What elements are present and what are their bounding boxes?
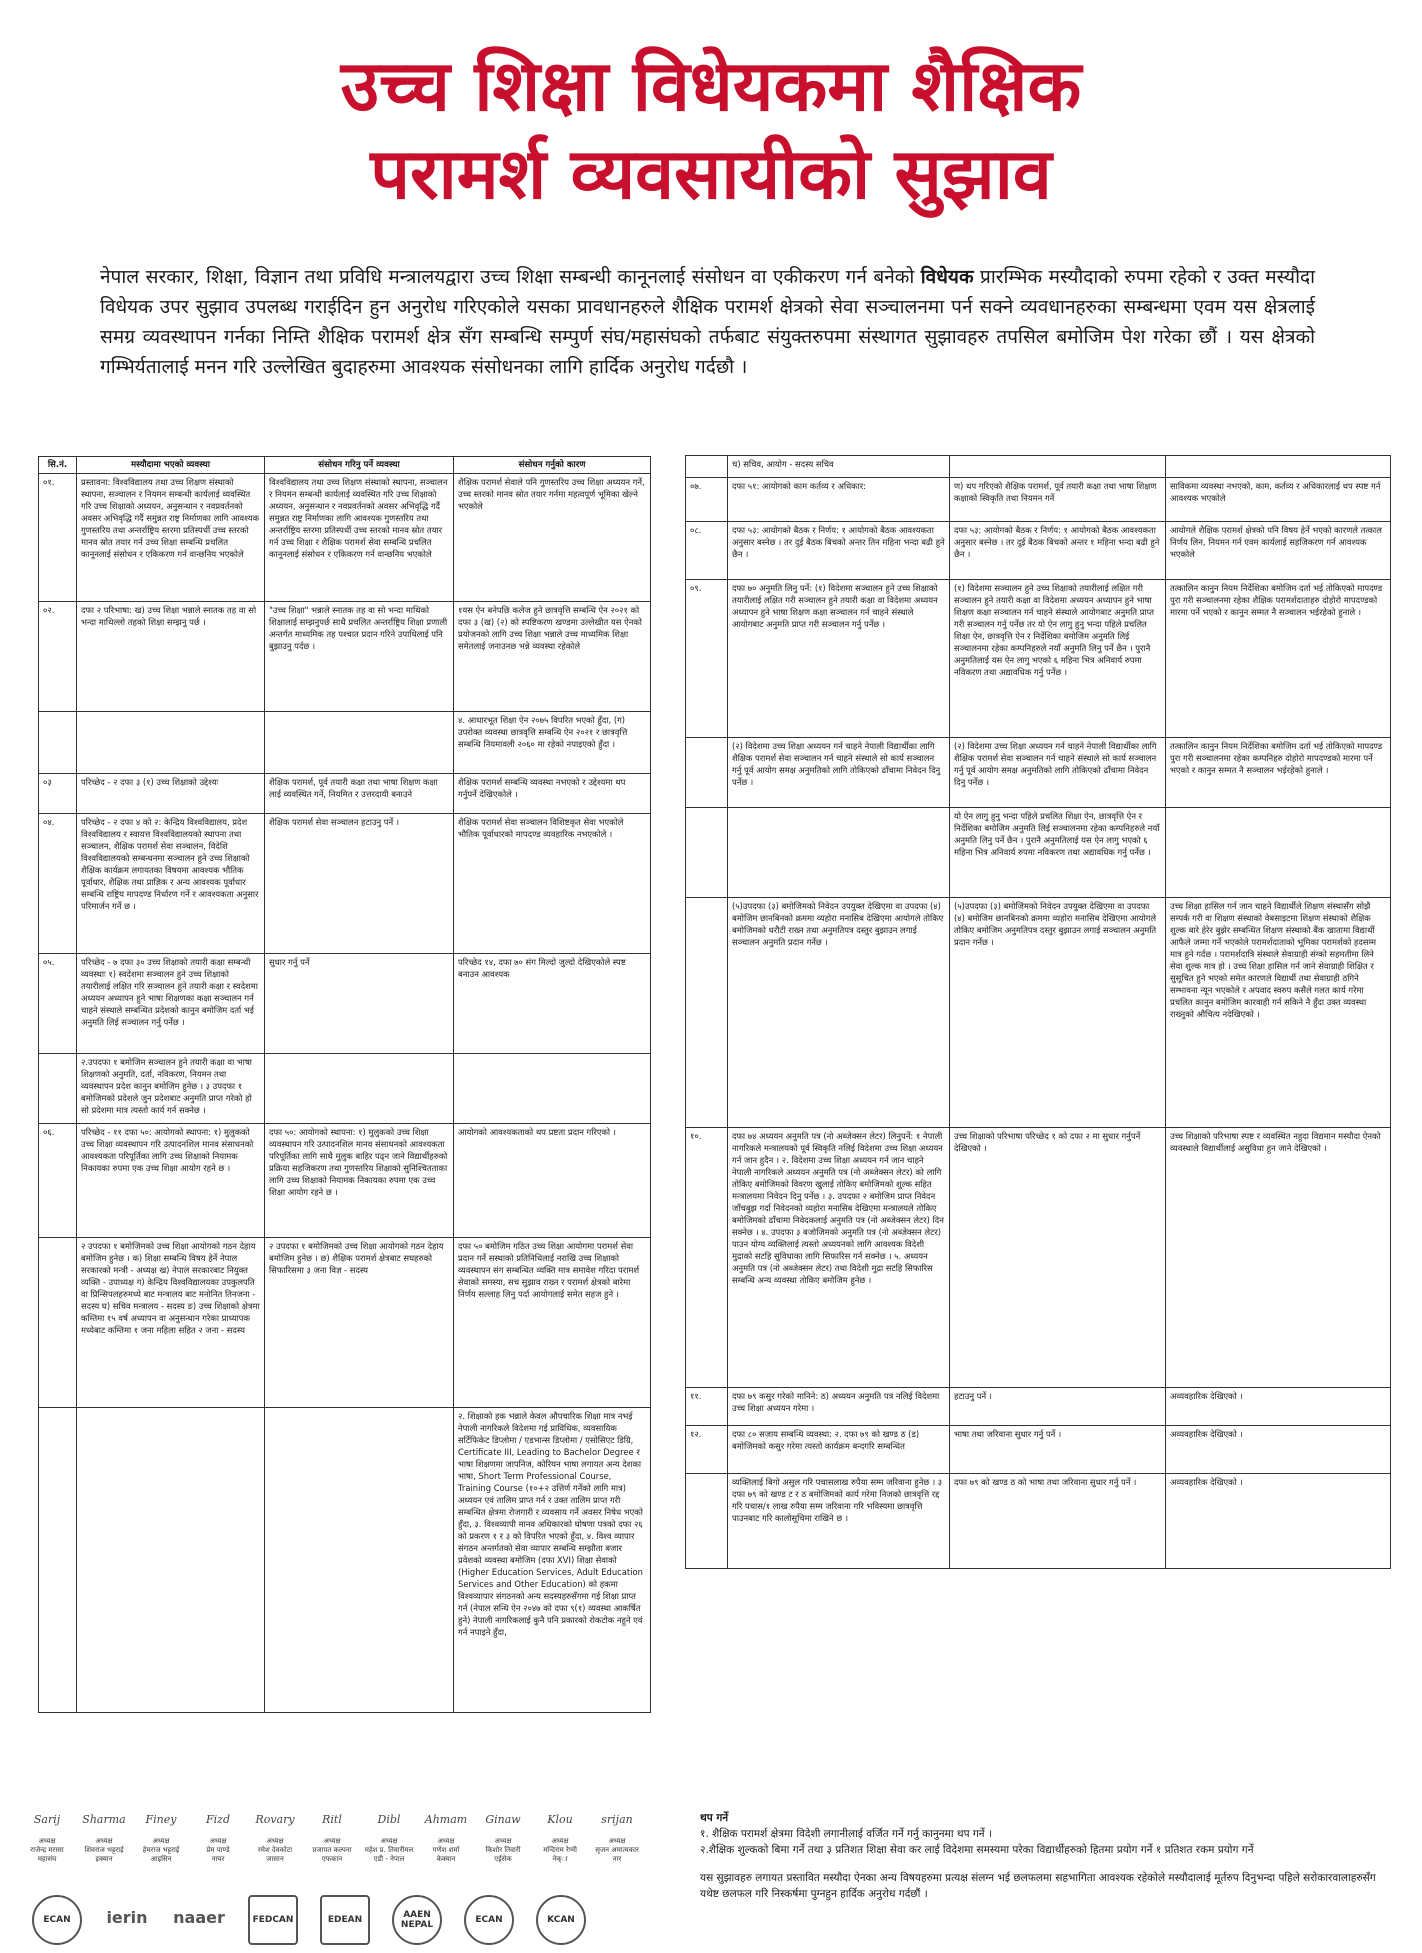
table-row (686, 456, 1391, 478)
signatory (592, 1815, 642, 1864)
organization-logo: ierin (106, 1908, 148, 1927)
existing-cell: दफा ७४ अध्ययन अनुमति पत्र (नो अब्जेक्सन लेटर) लिनुपर्ने: १ नेपाली नागरिकले मन्त्रालयको पूर्व स्विकृति नलिई विदेशमा उच्च शिक्षा अध्ययन गर्न जान हुदैन । २. विदेशमा उच्च शिक्षा अध्ययन गर्न जान चाहने नेपाली नागरिकले अध्ययन अनुमति पत्र (नो अब्जेक्सन लेटर) को लागि तोकिए बमोजिमको विवरण खुलाई तोकिए बमोजिमको शुल्क सहित मन्त्रालयमा निवेदन दिनु पर्नेछ । ३. उपदफा २ बमोजिम प्राप्त निवेदन जाँचबुझ गर्दा निवेदनको व्यहोरा मनासिब देखिएमा मन्त्रालयले तोकिए बमोजिमको ढाँचामा निवेदकलाई अनुमति पत्र (नो अब्जेक्सन लेटर) दिन सक्नेछ । ४. उपदफा ३ बजोजिमको अनुमति पत्र (नो अब्जेक्सन लेटर) पाउन योग्य व्यक्तिलाई त्यस्तो अध्ययनको लागि आवश्यक विदेशी मुद्राको सटहि सुविधाका लागि सिफारिस गर्न सक्नेछ । ५. अध्ययन अनुमति पत्र (नो अब्जेक्सन लेटर) तथा विदेशी मुद्रा सटहि सिफारिस सम्बन्धि अन्य व्यवस्था तोकिए बमोजिम हुनेछ । (728, 1128, 950, 1388)
reason-cell: १यस ऐन बनेपछि कलेज हुने छात्रवृत्ति सम्बन्धि ऐन २०२१ को दफा ३ (ख) (२) को स्पष्टिकरण खण्डमा उल्लेखीत यस ऐनको प्रयोजनको लागि उच्च शिक्षा भन्नाले उच्च माध्यमिक शिक्षा समेतलाई जनाउनछ भन्ने व्यवस्था रहेकोले (454, 602, 651, 712)
row-number (686, 898, 728, 1128)
proposed-cell (950, 456, 1166, 478)
signatory-role: अध्यक्ष (380, 1837, 398, 1845)
signature: Sarij (33, 1813, 61, 1826)
signatory-name: प्रेम पाण्डे (206, 1846, 230, 1854)
table-row (39, 1054, 651, 1124)
organization-logo: AAEN NEPAL (392, 1895, 442, 1945)
existing-cell (77, 712, 265, 774)
intro-paragraph: नेपाल सरकार, शिक्षा, विज्ञान तथा प्रविधि मन्त्रालयद्वारा उच्च शिक्षा सम्बन्धी कानूनलाई संसोधन वा एकीकरण गर्न बनेको विधेयक प्रारम्भिक मस्यौदाको रुपमा रहेको र उक्त मस्यौदा विधेयक उपर सुझाव उपलब्ध गराईदिन हुन अनुरोध गरिएकोले यसका प्रावधानहरुले शैक्षिक परामर्श क्षेत्रको सेवा सञ्चालनमा पर्न सक्ने व्यवधानहरुका सम्बन्धमा एवम यस क्षेत्रलाई समग्र व्यवस्थापन गर्नका निम्ति शैक्षिक परामर्श क्षेत्र सँग सम्बन्धि सम्पुर्ण संघ/महासंघको तर्फबाट संयुक्तरुपमा संस्थागत सुझावहरु तपसिल बमोजिम पेश गरेका छौं । यस क्षेत्रको गम्भिर्यतालाई मनन गरि उल्लेखित बुदाहरुमा आवश्यक संसोधनका लागि हार्दिक अनुरोध गर्दछौ । (100, 266, 1315, 378)
table-row (39, 954, 651, 1054)
existing-cell: २.उपदफा १ बमोजिम सञ्चालन हुने तयारी कक्षा वा भाषा शिक्षणको अनुमति, दर्ता, नविकरण, नियमन तथा व्यवस्थापन प्रदेश कानुन बमोजिम हुनेछ । ३ उपदफा १ बमोजिमको प्रदेशले जुन प्रदेशबाट अनुमति प्राप्त गरेको हो सो प्रदेशमा मात्र त्यस्तो कार्य गर्न सक्नेछ । (77, 1054, 265, 1124)
proposed-cell: शैक्षिक परामर्श सेवा सञ्चालन हटाउनु पर्ने । (265, 814, 454, 954)
existing-cell: दफा ७० अनुमति लिनु पर्ने: (१) विदेशमा सञ्चालन हुने उच्च शिक्षाको तयारीलाई लक्षित गरी सञ्चालन हुने तयारी कक्षा वा विदेशमा अध्ययन अध्यापन हुने भाषा शिक्षण कक्षा सञ्चालन गर्न चाहने संस्थाले आयोगबाट अनुमति प्राप्त गरी सञ्चालन गर्नु पर्नेछ । (728, 580, 950, 738)
signatory-org: एफकान (321, 1855, 343, 1863)
reason-cell: अव्यवहारिक देखिएको । (1166, 1474, 1391, 1569)
table-row (686, 738, 1391, 808)
organization-logo: EDEAN (320, 1895, 370, 1945)
signatory-name: शिवराज भट्टराई (84, 1846, 124, 1854)
signatory-org: एडी - नेपाल (373, 1855, 405, 1863)
closing-note: यस सुझावहरु लगायत प्रस्तावित मस्यौदा ऐनका अन्य विषयहरुमा प्रत्यक्ष संलग्न भई छलफलमा सहभागिता आवश्यक रहेकोले मस्यौदालाई मूर्तरुप दिनुभन्दा पहिले सरोकारवालाहरुसँग यथेष्ट छलफल गरि निस्कर्षमा पुग्नहुन हार्दिक अनुरोध गर्दछौं । (700, 1872, 1376, 1900)
reason-cell: उच्च शिक्षाको परिभाषा स्पष्ट र व्यवस्थित नहुदा विद्यमान मस्यौदा ऐनको व्यवस्थाले विद्यार्थीलाई असुविधा हुन जाने देखिएको । (1166, 1128, 1391, 1388)
row-number: ०३ (39, 774, 77, 814)
existing-cell: व्यक्तिलाई बिगो असुल गरि पचासलाख रुपैया सम्म जरिवाना हुनेछ । ३ दफा ७९ को खण्ड ट र ठ बमोजिमको कार्य गरेमा निजको छात्रवृत्ति रद्द गरि पचास/१ लाख रुपैया सम्म जरिवाना गरि भविस्यमा छात्रवृत्ति पाउनबाट गरि कालोसूचिमा राखिने छ । (728, 1474, 950, 1569)
signatory-org: नायर (211, 1855, 225, 1863)
row-number: ०८. (686, 522, 728, 580)
proposed-cell (265, 712, 454, 774)
proposed-cell: हटाउनु पर्ने । (950, 1388, 1166, 1426)
signatory-name: राजेन्द्र मरासा (30, 1846, 64, 1854)
row-number: ०६. (39, 1124, 77, 1238)
reason-cell: आयोगले शैक्षिक परामर्श क्षेत्रको पनि विषय हेर्ने भएको कारणले तत्काल निर्णय लिन, नियमन गर्न एवम कार्यलाई सहजिकरण गर्न आवश्यक भएकोले (1166, 522, 1391, 580)
row-number (39, 1238, 77, 1408)
reason-cell: शैक्षिक परामर्श सेवाले पनि गुणस्तरिय उच्च शिक्षा अध्ययन गर्ने, उच्च स्तरको मानव स्रोत तयार गर्नमा महत्वपूर्ण भूमिका खेल्ने भएकोले (454, 474, 651, 602)
signatory-name: मन्दिराम रेग्मी (543, 1846, 577, 1854)
header-sn: सि.नं. (39, 457, 77, 474)
reason-cell: शैक्षिक परामर्श सेवा सञ्चालन विशिष्टकृत सेवा भएकोले भौतिक पूर्वाधारको मापदण्ड व्यवहारिक नभएकोले । (454, 814, 651, 954)
existing-cell: परिच्छेद - २ दफा ४ को २: केन्द्रिय विश्वविद्यालय, प्रदेश विश्वविद्यालय र स्वायत्त विश्वविद्यालयको स्थापना तथा सञ्चालन, शैक्षिक परामर्श सेवा सञ्चालन, विदेशि विश्वविद्यालयको सम्बन्धनमा सञ्चालन हुने उच्च शिक्षाको शैक्षिक कार्यक्रम लगायतका विषयमा आवश्यक भौतिक पूर्वाधार, शैक्षिक तथा प्राज्ञिक र अन्य आवश्यक पूर्वाधार सम्बन्धि राष्ट्रिय मापदण्ड निर्धारण गर्ने र आवश्यकता अनुसार परिमार्जन गर्ने छ । (77, 814, 265, 954)
signatory-org: नेक्ा (552, 1855, 568, 1863)
reason-cell: ४. आधारभूत शिक्षा ऐन २०७५ विपरित भएको हुँदा, (ग) उपरोक्त व्यवस्था छात्रवृत्ति सम्बन्धि ऐन २०२१ र छात्रवृत्ति सम्बन्धि नियमावली २०६० मा रहेको नपाइएको हुँदा । (454, 712, 651, 774)
reason-cell: तत्कालिन कानुन नियम निर्देशिका बमोजिम दर्ता भई तोकिएको मापदण्ड पुरा गरी सञ्चालनमा रहेका शैक्षिक परामर्शदाताहरु दोहोरो मापदण्डको मारमा पर्ने भएको र कानुन सम्मत नै सञ्चालन भईरहेको हुनाले । (1166, 580, 1391, 738)
table-row (39, 712, 651, 774)
row-number (686, 738, 728, 808)
signatory-role: अध्यक्ष (95, 1837, 113, 1845)
existing-cell: दफा ७९ कसुर गरेको मानिने: ठ) अध्ययन अनुमति पत्र नलिई विदेशमा उच्च शिक्षा अध्ययन गरेमा । (728, 1388, 950, 1426)
reason-cell: शैक्षिक परामर्श सम्बन्धि व्यवस्था नभएको र उद्देश्यमा थप गर्नुपर्ने देखिएकोले । (454, 774, 651, 814)
existing-cell: दफा २ परिभाषा: ख) उच्च शिक्षा भन्नाले स्नातक तह वा सो भन्दा माथिल्लो तहको शिक्षा सम्झनु पर्छ । (77, 602, 265, 712)
row-number (686, 456, 728, 478)
proposed-cell: शैक्षिक परामर्श, पूर्व तयारी कक्षा तथा भाषा शिक्षण कक्षा लाई व्यवस्थित गर्ने, नियमित र उत्तरदायी बनाउने (265, 774, 454, 814)
row-number (39, 1408, 77, 1713)
table-row (686, 1388, 1391, 1426)
extra-item: २.शैक्षिक शुल्कको बिमा गर्ने तथा ३ प्रतिशत शिक्षा सेवा कर लाई विदेशमा समस्यमा परेका विद्यार्थीहरुको हितमा प्रयोग गर्ने १ प्रतिशत रकम प्रयोग गर्ने (700, 1844, 1254, 1856)
existing-cell: २ उपदफा १ बमोजिमको उच्च शिक्षा आयोगको गठन देहाय बमोजिम हुनेछ । क) शिक्षा सम्बन्धि विषय हेर्ने नेपाल सरकारको मन्त्री - अध्यक्ष ख) नेपाल सरकारबाट नियुक्त व्यक्ति - उपाध्यक्ष ग) केन्द्रिय विश्वविद्यालयका उपकुलपति वा प्रिन्सिपलहरुमध्ये बाट मन्त्रालय बाट मनोनित तिनजना - सदस्य घ) सचिव मन्त्रालय - सदस्य ङ) उच्च शिक्षाको क्षेत्रमा कम्तिमा १५ वर्ष अध्यापन वा अनुसन्धान गरेका प्राध्यापक मध्येबाट कम्तिमा १ जना महिला सहित २ जना - सदस्य (77, 1238, 265, 1408)
existing-cell: (२) विदेशमा उच्च शिक्षा अध्ययन गर्न चाहने नेपाली विद्यार्थीका लागि शैक्षिक परामर्श सेवा सञ्चालन गर्न चाहने संस्थाले सो कार्य सञ्चालन गर्नु पूर्व आयोग समक्ष अनुमतिको लागि तोकिएको ढाँचामा निवेदन दिनु पर्नेछ । (728, 738, 950, 808)
reason-cell: तत्कालिन कानुन नियम निर्देशिका बमोजिम दर्ता भई तोकिएको मापदण्ड पुरा गरी सञ्चालनमा रहेका कम्पनिहरु दोहोरो मापदण्डको मारमा पर्ने भएको र कानुन सम्मत नै सञ्चालन भईरहेको हुनाले । (1166, 738, 1391, 808)
reason-cell: उच्च शिक्षा हासिल गर्न जान चाहने विद्यार्थीले शिक्षण संस्थासँग सोझै सम्पर्क गरी वा शिक्षण संस्थाको वेबसाइटमा शिक्षण संस्थाको शैक्षिक शुल्क बारे हेरेर बुझेर सम्बन्धित शिक्षण संस्थाको बैंक खातामा विद्यार्थी आफैले जम्मा गर्ने भएकोले परामर्शदाताको भूमिका परामर्शको हदसम्म मात्र हुने गर्दछ । परामर्शदात्रि संस्थाले सेवाग्राही संग्को सहमतीमा लिने सेवा शुल्क मात्र हो । उच्च शिक्षा हासिल गर्न जाने सेवाग्राही शिक्षित र सुसूचित हुने भएको समेत कारणले विद्यार्थी तथा सेवाग्राही ठगिने सम्भावना न्यून भएकोले र अपवाद स्वरुप कसैले गलत कार्य गरेमा प्रचलित कानुन बमोजिम कारवाही गर्न सकिने नै हुँदा उक्त व्यवस्था राख्नुको औचित्य नदेखिएको । (1166, 898, 1391, 1128)
row-number: ०७. (686, 478, 728, 522)
row-number (39, 712, 77, 774)
left-suggestion-table (38, 456, 651, 1713)
signatory-role: अध्यक्ष (323, 1837, 341, 1845)
proposed-cell: यो ऐन लागु हुनु भन्दा पहिले प्रचलित शिक्षा ऐन, छात्रवृत्ति ऐन र निर्देशिका बमोजिम अनुमति लिई सञ्चालनमा रहेका कम्पनिहरुले नयाँ अनुमति लिनु पर्ने छैन । पुरानै अनुमतिलाई यस ऐन लागु भएको ६ महिना भित्र अनिवार्य रुपमा नविकरण तथा अद्यावधिक गर्नु पर्नेछ । (950, 808, 1166, 898)
table-row (39, 1408, 651, 1713)
signature: Fizd (206, 1813, 230, 1826)
existing-cell: दफा ८० सजाय सम्बन्धि व्यवस्था: २. दफा ७९ को खण्ड ठ (ड) बमोजिमको कसुर गरेमा त्यस्तो कार्यक्रम बन्दगरि सम्बन्धित (728, 1426, 950, 1474)
signature: Finey (145, 1813, 177, 1826)
proposed-cell: ण) थप गरिएको शैक्षिक परामर्श, पूर्व तयारी कक्षा तथा भाषा शिक्षण कक्षाको स्विकृति तथा नियमन गर्ने (950, 478, 1166, 522)
signatory (307, 1815, 357, 1864)
table-row (39, 1238, 651, 1408)
reason-cell: २. शिक्षाको हक भन्नाले केवल औपचारिक शिक्षा मात्र नभई नेपाली नागरिकले विदेशमा गई प्राविधिक, व्यवसायिक सर्टिफिकेट डिप्लोमा / एडभान्स डिप्लोमा / एसोसिएट डिग्रि, Certificate III, Leading to Bachelor Degree र भाषा शिक्षणमा जापनिज, कोरियन भाषा लगायत अन्य देशका भाषा, Short Term Professional Course, Training Course (१०+२ उत्तिर्ण गर्नेको लागि मात्र) अध्ययन एवं तालिम प्राप्त गर्न र उक्त तालिम प्राप्त गरी सम्बन्धित क्षेत्रमा रोजगारी र व्यवसाय गर्ने अवसर निषेध भएको हुँदा, ३. विश्वव्यापी मानव अधिकारको घोषणा पत्रको दफा २६ को प्रकरण १ र ३ को विपरित भएको हुँदा, ४. विश्व व्यापार संगठन अन्तर्गतको सेवा व्यापार सम्बन्धि सम्झौता बजार प्रवेशको व्यवस्था बमोजिम (दफा XVI) शिक्षा सेवाको (Higher Education Services, Adult Education Services and Other Education) को हकमा विश्वव्यापार संगठनको अन्य सदस्यहरुसँगमा गई शिक्षा प्राप्त गर्न (नेपाल सन्धि ऐन २०४७ को दफा ९(१) व्यवस्था आकर्षित हुने) नेपाली नागरिकलाई कुनै पनि प्रकारको रोकटोक नहुने एवं गर्न नपाइने हुँदा, (454, 1408, 651, 1713)
signatory-role: अध्यक्ष (608, 1837, 626, 1845)
signatory (136, 1815, 186, 1864)
signature: Ahmam (424, 1813, 468, 1826)
organization-logo: ECAN (464, 1895, 514, 1945)
signature: Rovary (255, 1813, 295, 1826)
signature: Klou (547, 1813, 573, 1826)
proposed-cell: सुधार गर्नु पर्ने (265, 954, 454, 1054)
signatory-name: प्रजापत कल्पना (312, 1846, 352, 1854)
table-row (686, 1474, 1391, 1569)
signatory (535, 1815, 585, 1864)
table-row (686, 478, 1391, 522)
proposed-cell (265, 1054, 454, 1124)
page-title-line-2: परामर्श व्यवसायीको सुझाव (370, 133, 1052, 215)
signatory (478, 1815, 528, 1864)
table-row (686, 1128, 1391, 1388)
organization-logos (22, 1893, 662, 1949)
signatory-name: रमेश देवकोटा (257, 1846, 293, 1854)
proposed-cell: २ उपदफा १ बमोजिमको उच्च शिक्षा आयोगको गठन देहाय बमोजिम हुनेछ । छ) शैक्षिक परामर्श क्षेत्रबाट सघहरुको सिफारिसमा ३ जना विज्ञ - सदस्य (265, 1238, 454, 1408)
existing-cell (728, 808, 950, 898)
extra-section (700, 1810, 1390, 1902)
signatory (79, 1815, 129, 1864)
signatory-name: हेमराज भट्टराई (142, 1846, 180, 1854)
signature: Ginaw (485, 1813, 521, 1826)
row-number (39, 1054, 77, 1124)
reason-cell: परिच्छेद १४, दफा ७० संग मिल्दो जुल्दो देखिएकोले स्पष्ट बनाउन आवश्यक (454, 954, 651, 1054)
signatory-role: अध्यक्ष (551, 1837, 569, 1845)
signatory-name: गणेश शर्मा (432, 1846, 460, 1854)
signatory-name: सृजन अमात्यकार (595, 1846, 639, 1854)
signature: Dibl (377, 1813, 401, 1826)
proposed-cell: दफा ५०: आयोगको स्थापना: १) मुलुकको उच्च शिक्षा व्यवस्थापन गरि उत्पादनशिल मानव संसाधनको आवश्यकता परिपूर्तिका लागि साथै मुलुक बाहिर पढ्न जाने विद्यार्थीहरुको प्रक्रिया सहजिकरण तथा गुणस्तरिय शिक्षाको सुनिश्चितताका लागि उच्च शिक्षाको नियामक निकायका रुपमा एक उच्च शिक्षा आयोग रहने छ । (265, 1124, 454, 1238)
signatory (250, 1815, 300, 1864)
signatory-org: केक्यान (436, 1855, 456, 1863)
table-row (39, 1124, 651, 1238)
existing-cell: परिच्छेद - ११ दफा ५०: आयोगको स्थापना: १) मुलुकको उच्च शिक्षा व्यवस्थापन गरि उत्पादनशिल मानव संसाधनको आवश्यकता परिपूर्तिका लागि उच्च शिक्षाको नियामक निकायका रुपमा एक उच्च शिक्षा आयोग रहने छ । (77, 1124, 265, 1238)
header-existing: मस्यौदामा भएको व्यवस्था (77, 457, 265, 474)
table-row (686, 808, 1391, 898)
signatory-role: अध्यक्ष (437, 1837, 455, 1845)
organization-logo: FEDCAN (248, 1895, 298, 1945)
intro-bold-word: विधेयक (920, 266, 974, 288)
existing-cell: च) सचिव, आयोग - सदस्य सचिव (728, 456, 950, 478)
table-row (39, 814, 651, 954)
proposed-cell (265, 1408, 454, 1713)
signatory-org: आइसिन (150, 1855, 172, 1863)
table-row (686, 580, 1391, 738)
table-row (39, 774, 651, 814)
row-number: १०. (686, 1128, 728, 1388)
existing-cell: दफा ५१: आयोगको काम कर्तव्य र अधिकार: (728, 478, 950, 522)
signatory (364, 1815, 414, 1864)
signatory-role: अध्यक्ष (38, 1837, 56, 1845)
reason-cell (454, 1054, 651, 1124)
signatory-name: किशोर तिवारी (485, 1846, 521, 1854)
reason-cell: दफा ५० बमोजिम गठित उच्च शिक्षा आयोगमा परामर्श सेवा प्रदान गर्ने सस्थाको प्रतिनिधिलाई नराखि उच्च शिक्षाको व्यवस्थापन संग सम्बन्धित व्यक्ति मात्र समावेश गरिदा परामर्श सेवाको समस्या, सच सुझाव राख्न र परामर्श क्षेत्रको बारेमा निर्णय सल्लाह लिनु पर्दा आयोगलाई समेत सहज हुने । (454, 1238, 651, 1408)
proposed-cell: दफा ५३: आयोगको बैठक र निर्णय: १ आयोगको बैठक आवश्यकता अनुसार बस्नेछ । तर दुई बैठक बिचको अन्तर १ महिना भन्दा बढी हुने छैन । (950, 522, 1166, 580)
signatory-name: महेश प्र. तिवारीमल (364, 1846, 414, 1854)
existing-cell: प्रस्तावना: विश्वविद्यालय तथा उच्च शिक्षण संस्थाको स्थापना, सञ्चालन र नियमन सम्बन्धी कार्यलाई व्यवस्थित गरि उच्च शिक्षाको अध्ययन, अनुसन्धान र नवप्रवर्तनको अवसर अभिवृद्धि गर्दै समुन्नत राष्ट्र निर्माणका लागि आवश्यक गुणस्तरिय तथा अन्तर्राष्ट्रिय स्तरमा प्रतिस्पर्धी उच्च स्तरको मानव स्रोत तयार गर्न उच्च शिक्षा सम्बन्धि प्रचलित कानूनलाई संसोधन र एकिकरण गर्न वान्छनिय भएकोले (77, 474, 265, 602)
header-reason: संसोधन गर्नुको कारण (454, 457, 651, 474)
row-number: ०२. (39, 602, 77, 712)
reason-cell: अव्यवहारिक देखिएको । (1166, 1388, 1391, 1426)
page-title-line-1: उच्च शिक्षा विधेयकमा शैक्षिक (340, 45, 1082, 127)
reason-cell (1166, 808, 1391, 898)
signatory (22, 1815, 72, 1864)
row-number: ०५. (39, 954, 77, 1054)
table-row (686, 1426, 1391, 1474)
signature: Sharma (82, 1813, 126, 1826)
signatory-role: अध्यक्ष (209, 1837, 227, 1845)
extra-heading: थप गर्ने (700, 1812, 729, 1824)
right-suggestion-table (685, 455, 1391, 1569)
extra-item: १. शैक्षिक परामर्श क्षेत्रमा विदेशी लगानीलाई वर्जित गर्ने गर्नु कानुनमा थप गर्ने । (700, 1828, 992, 1840)
row-number (686, 808, 728, 898)
signatory-role: अध्यक्ष (152, 1837, 170, 1845)
header-proposed: संसोधन गरिनु पर्ने व्यवस्था (265, 457, 454, 474)
row-number: ०१. (39, 474, 77, 602)
signature: srijan (601, 1813, 633, 1826)
row-number: ११. (686, 1388, 728, 1426)
organization-logo: naaer (173, 1908, 225, 1927)
proposed-cell: भाषा तथा जरिवाना सुधार गर्नु पर्ने । (950, 1426, 1166, 1474)
proposed-cell: विश्वविद्यालय तथा उच्च शिक्षण संस्थाको स्थापना, सञ्चालन र नियमन सम्बन्धी कार्यलाई व्यवस्थित गरि उच्च शिक्षाको अध्ययन, अनुसन्धान र नवप्रवर्तनको अवसर अभिवृद्धि गर्दै समुन्नत राष्ट्र निर्माणका लागि आवश्यक गुणस्तरिय तथा अन्तर्राष्ट्रिय स्तरमा प्रतिस्पर्धी उच्च स्तरको मानव स्रोत तयार गर्न उच्च शिक्षा र शैक्षिक परामर्श सेवा सम्बन्धि प्रचलित कानूनलाई संसोधन र एकिकरण गर्न वान्छनिय भएकोले (265, 474, 454, 602)
signatory (421, 1815, 471, 1864)
signatory-org: महासंघ (37, 1855, 57, 1863)
proposed-cell: (१) विदेशमा सञ्चालन हुने उच्च शिक्षाको तयारीलाई लक्षित गरी सञ्चालन हुने तयारी कक्षा वा विदेशमा अध्ययन अध्यापन हुने भाषा शिक्षण कक्षा सञ्चालन गर्न चाहने संस्थाले आयोगबाट अनुमति प्राप्त गरी सञ्चालन गर्नु पर्नेछ तर यो ऐन लागु हुनु भन्दा पहिले प्रचलित शिक्षा ऐन, छात्रवृत्ति ऐन र निर्देशिका बमोजिम अनुमति लिई सञ्चालनमा रहेका कम्पनिहरुले नयाँ अनुमति लिनु पर्ने छैन । पुरानै अनुमतिलाई यस ऐन लागु भएको ६ महिना भित्र अनिवार्य रुपमा नविकरण तथा अद्यावधिक गर्नु पर्नेछ । (950, 580, 1166, 738)
organization-logo: ECAN (32, 1895, 82, 1945)
proposed-cell: उच्च शिक्षाको परिभाषा परिच्छेद १ को दफा २ मा सुधार गर्नुपर्ने देखिएको । (950, 1128, 1166, 1388)
table-row (686, 898, 1391, 1128)
table-row (39, 602, 651, 712)
organization-logo: KCAN (536, 1895, 586, 1945)
proposed-cell: (२) विदेशमा उच्च शिक्षा अध्ययन गर्न चाहने नेपाली विद्यार्थीका लागि शैक्षिक परामर्श सेवा सञ्चालन गर्न चाहने संस्थाले सो कार्य सञ्चालन गर्नु पूर्व आयोग समक्ष अनुमतिको लागि तोकिएको ढाँचामा निवेदन दिनु पर्नेछ । (950, 738, 1166, 808)
signatory (193, 1815, 243, 1864)
signatory-org: एईसेक (494, 1855, 512, 1863)
proposed-cell: दफा ७९ को खण्ड ठ को भाषा तथा जरिवाना सुधार गर्नु पर्ने । (950, 1474, 1166, 1569)
signatory-org: इक्यान (95, 1855, 113, 1863)
reason-cell: साविकमा व्यवस्था नभएको, काम, कर्तव्य र अधिकारलाई थप स्पष्ट गर्न आवश्यक भएकोले (1166, 478, 1391, 522)
signatory-role: अध्यक्ष (266, 1837, 284, 1845)
proposed-cell: (५)उपदफा (३) बमोजिमको निवेदन उपयुक्त देखिएमा वा उपदफा (४) बमोजिम छानबिनको क्रममा व्यहोरा मनासिब देखिएमा आयोगले तोकिए बमोजिम अनुमतिपत्र दस्तुर बुझाउन लगाई सञ्चालन अनुमति प्रदान गर्नेछ । (950, 898, 1166, 1128)
signatory-org: नार (612, 1855, 622, 1863)
reason-cell (1166, 456, 1391, 478)
row-number: ०९. (686, 580, 728, 738)
existing-cell: परिच्छेद - २ दफा ३ (१) उच्च शिक्षाको उद्देश्यः (77, 774, 265, 814)
existing-cell: दफा ५३: आयोगको बैठक र निर्णय: १ आयोगको बैठक आवश्यकता अनुसार बस्नेछ । तर दुई बैठक बिचको अन्तर तिन महिना भन्दा बढी हुने छैन । (728, 522, 950, 580)
table-row (39, 474, 651, 602)
signatory-role: अध्यक्ष (494, 1837, 512, 1845)
proposed-cell: "उच्च शिक्षा" भन्नाले स्नातक तह वा सो भन्दा माथिको शिक्षालाई सम्झनुपर्छ साथै प्रचलित अन्तर्राष्ट्रिय शिक्षा प्रणाली अन्तर्गत माध्यमिक तह पश्चात प्रदान गरिने उपाधिलाई पनि बुझाउनु पर्दछ । (265, 602, 454, 712)
row-number: ०४. (39, 814, 77, 954)
table-row (686, 522, 1391, 580)
reason-cell: आयोगको आवश्यकताको थप प्रष्टता प्रदान गरिएको । (454, 1124, 651, 1238)
signature: Ritl (322, 1813, 342, 1826)
existing-cell (77, 1408, 265, 1713)
reason-cell: अव्यवहारिक देखिएको । (1166, 1426, 1391, 1474)
existing-cell: परिच्छेद - ७ दफा ३० उच्च शिक्षाको तयारी कक्षा सम्बन्धी व्यवस्थाः १) स्वदेशमा सञ्चालन हुने उच्च शिक्षाको तयारीलाई लक्षित गरि सञ्चालन हुने तयारी कक्षा र स्वदेशमा अध्ययन अध्यापन हुने भाषा शिक्षणका कक्षा सञ्चालन गर्न चाहने संस्थाले सम्बन्धित प्रदेशको कानुन बमोजिम दर्ता भई अनुमति लिई सञ्चालन गर्नु पर्नेछ । (77, 954, 265, 1054)
row-number: १२. (686, 1426, 728, 1474)
signatory-org: जासान (266, 1855, 284, 1863)
existing-cell: (५)उपदफा (३) बमोजिमको निवेदन उपयुक्त देखिएमा वा उपदफा (४) बमोजिम छानबिनको क्रममा व्यहोरा मनासिब देखिएमा आयोगले तोकिए बमोजिमको धरौटी राख्न तथा अनुमतिपत्र दस्तुर बुझाउन लगाई सञ्चालन अनुमति प्रदान गर्नेछ । (728, 898, 950, 1128)
row-number (686, 1474, 728, 1569)
